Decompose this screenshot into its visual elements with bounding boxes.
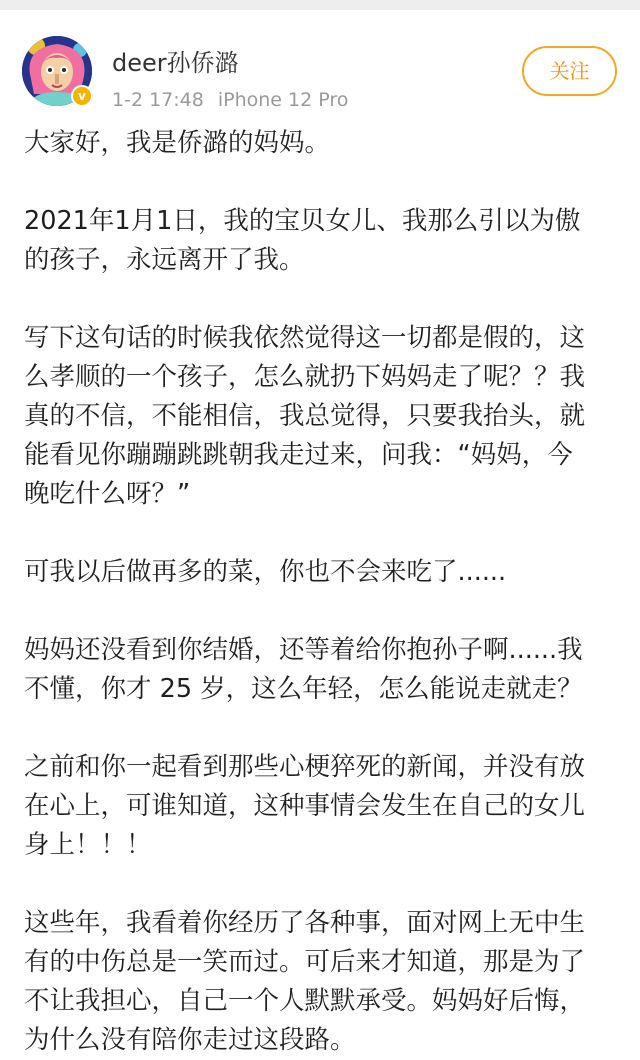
post-paragraph-5: 妈妈还没看到你结婚，还等着给你抱孙子啊......我 不懂，你才 25 岁，这么年轻，怎么能说走就走？	[24, 635, 583, 704]
post-paragraph-7: 这些年，我看着你经历了各种事，面对网上无中生 有的中伤总是一笑而过。可后来才知道，那是为了 不让我担心，自己一个人默默承受。妈妈好后悔， 为什么没有陪你走过这段路。	[24, 908, 586, 1055]
post-content	[24, 124, 620, 1060]
post-paragraph-6: 之前和你一起看到那些心梗猝死的新闻，并没有放 在心上，可谁知道，这种事情会发生在自己的女儿 身上！！！	[24, 752, 586, 860]
top-divider-bar	[0, 0, 640, 10]
post-header	[0, 10, 640, 110]
post-time: 1-2 17:48	[112, 89, 204, 111]
post-paragraph-4: 可我以后做再多的菜，你也不会来吃了......	[24, 557, 507, 587]
post-paragraph-2: 2021年1月1日，我的宝贝女儿、我那么引以为傲 的孩子，永远离开了我。	[24, 206, 581, 275]
verified-badge-icon: v	[71, 85, 93, 107]
post-meta	[112, 88, 348, 112]
post-device: iPhone 12 Pro	[217, 89, 349, 111]
username[interactable]: deer孙侨潞	[112, 49, 239, 77]
follow-button[interactable]: 关注	[522, 46, 617, 96]
post-paragraph-1: 大家好，我是侨潞的妈妈。	[24, 128, 331, 158]
post-paragraph-3: 写下这句话的时候我依然觉得这一切都是假的，这 么孝顺的一个孩子，怎么就扔下妈妈走了呢？？我 真的不信，不能相信，我总觉得，只要我抬头，就 能看见你蹦蹦跳跳朝我走过来，问我：“妈妈，今 晚吃什么呀？”	[24, 323, 586, 509]
